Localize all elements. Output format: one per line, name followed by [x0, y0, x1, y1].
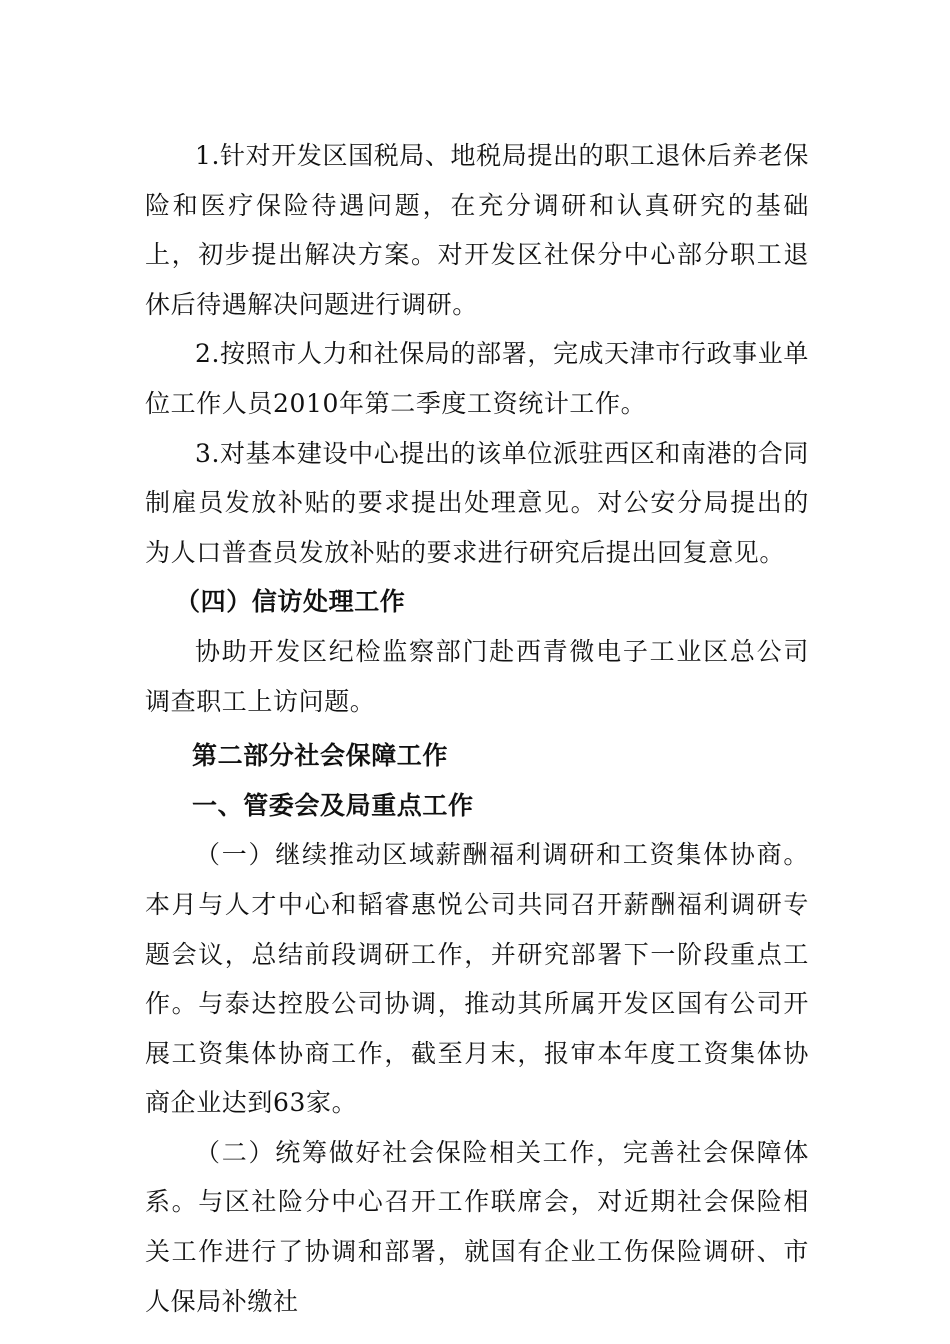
- heading-petition: （四）信访处理工作: [175, 587, 406, 617]
- section-paragraph-2: （二）统筹做好社会保险相关工作，完善社会保障体系。与区社险分中心召开工作联席会，对近期社会保险相关工作进行了协调和部署，就国有企业工伤保险调研、市人保局补缴社: [145, 1137, 809, 1316]
- section-one-title: 一、管委会及局重点工作: [192, 790, 474, 820]
- paragraph-petition: 协助开发区纪检监察部门赴西青微电子工业区总公司调查职工上访问题。: [145, 636, 809, 716]
- paragraph-item-1: 1.针对开发区国税局、地税局提出的职工退休后养老保险和医疗保险待遇问题，在充分调研和认真研究的基础上，初步提出解决方案。对开发区社保分中心部分职工退休后待遇解决问题进行调研。: [145, 141, 809, 319]
- paragraph-item-2: 2.按照市人力和社保局的部署，完成天津市行政事业单位工作人员2010年第二季度工资统计工作。: [145, 339, 809, 418]
- part-two-title: 第二部分社会保障工作: [192, 741, 449, 771]
- paragraph-item-3: 3.对基本建设中心提出的该单位派驻西区和南港的合同制雇员发放补贴的要求提出处理意见。对公安分局提出的为人口普查员发放补贴的要求进行研究后提出回复意见。: [145, 438, 809, 567]
- document-page: [145, 131, 809, 1326]
- section-paragraph-1: （一）继续推动区域薪酬福利调研和工资集体协商。本月与人才中心和韬睿惠悦公司共同召开薪酬福利调研专题会议，总结前段调研工作，并研究部署下一阶段重点工作。与泰达控股公司协调，推动其所属开发区国有公司开展工资集体协商工作，截至月末，报审本年度工资集体协商企业达到63家。: [145, 840, 809, 1118]
